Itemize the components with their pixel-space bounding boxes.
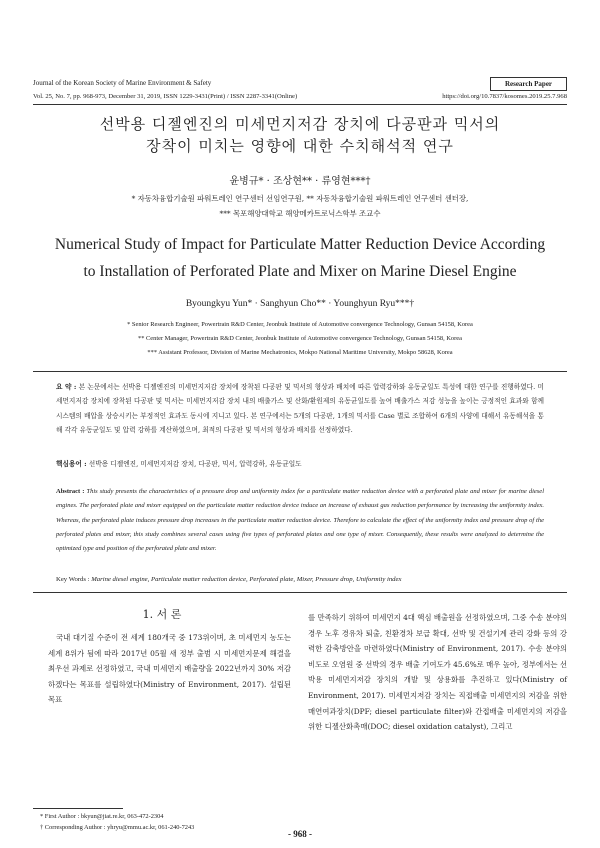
- english-keywords-label: Key Words :: [56, 576, 90, 583]
- english-authors: Byoungkyu Yun* · Sanghyun Cho** · Younghyun Ryu***†: [185, 299, 415, 309]
- korean-keywords-label: 핵심용어 :: [56, 460, 87, 468]
- volume-line: Vol. 25, No. 7, pp. 968-973, December 31, 2019, ISSN 1229-3431(Print) / ISSN 2287-3341(Online): [33, 93, 298, 100]
- introduction-heading: 1. 서 론: [142, 608, 182, 621]
- korean-abstract-label: 요 약 :: [56, 383, 77, 391]
- english-keywords-text: Marine diesel engine, Particulate matter reduction device, Perforated plate, Mixer, Pressure drop, Uniformity index: [91, 576, 402, 583]
- korean-affiliation-2: *** 목포해양대학교 해양메카트로닉스학부 조교수: [219, 209, 381, 218]
- first-author-footnote: * First Author : bkyun@jiat.re.kr, 063-472-2304: [40, 813, 164, 820]
- page-number: - 968 -: [288, 829, 312, 839]
- journal-name: Journal of the Korean Society of Marine Environment & Safety: [33, 79, 212, 87]
- english-title-line-2: to Installation of Perforated Plate and Mixer on Marine Diesel Engine: [83, 263, 517, 280]
- korean-abstract: [56, 380, 544, 438]
- english-abstract-text: This study presents the characteristics of a pressure drop and uniformity index for a particulate matter reduction device with a perforated plate and mixer for marine diesel engines. The perforated plate and mixer equipped on the particulate matter reduction device induce an increase of exhaust gas reduction performance by increasing the uniformity index. Whereas, the perforated plate induces pressure drop increases in the particulate matter reduction device. Therefore to calculate the effect of the uniformity index and pressure drop of the perforated plates and mixer, this study combines several cases using five types of perforated plates and one type of mixer. Consequently, these results were analyzed to determine the optimized type and position of the perforated plate and mixer.: [56, 488, 544, 553]
- english-abstract: [56, 485, 544, 556]
- abstract-bottom-rule: [33, 592, 567, 593]
- introduction-column-2: 를 만족하기 위하여 미세먼지 4대 핵심 배출원을 선정하였으며, 그중 수송 분야의 경우 노후 경유차 퇴출, 친환경차 보급 확대, 선박 및 건설기계 관리 강화 등의 강력한 감축방안을 마련하였다(Ministry of Environment, 2017). 수송 분야의 비도로 오염원 중 선박의 경우 배출 기여도가 45.6%로 매우 높아, 정부에서는 선박용 미세먼지저감 장치의 개발 및 상용화를 추진하고 있다(Ministry of Environment, 2017). 미세먼지저감 장치는 직접배출 미세먼지의 저감을 위한 매연여과장치(DPF; diesel particulate filter)와 간접배출 미세먼지의 저감을 위한 디젤산화촉매(DOC; diesel oxidation catalyst), 그리고: [308, 613, 568, 732]
- abstract-top-rule: [33, 371, 567, 372]
- korean-authors: 윤병규* · 조상현** · 류영현***†: [229, 176, 371, 187]
- english-abstract-label: Abstract :: [56, 488, 85, 495]
- footnote-rule: [33, 808, 123, 809]
- english-affiliation-1: * Senior Research Engineer, Powertrain R&D Center, Jeonbuk Institute of Automotive convergence Technology, Gunsan 54158, Korea: [127, 321, 473, 328]
- korean-keywords-text: 선박용 디젤엔진, 미세먼지저감 장치, 다공판, 믹서, 압력강하, 유동균일도: [88, 460, 302, 468]
- english-affiliation-2: ** Center Manager, Powertrain R&D Center, Jeonbuk Institute of Automotive convergence Technology, Gunsan 54158, Korea: [138, 335, 462, 342]
- korean-abstract-text: 본 논문에서는 선박용 디젤엔진의 미세먼지저감 장치에 장착된 다공판 및 믹서의 형상과 배치에 따른 압력강하와 유동균일도 특성에 대한 연구를 진행하였다. 미세먼지저감 장치에 장착된 다공판 및 믹서는 미세먼지저감 장치 내의 배출가스 및 산화/환원제의 유동균일도를 높여 배출가스 저감 성능을 높이는 긍정적인 효과와 함께 시스템의 배압을 상승시키는 부정적인 효과도 동시에 지니고 있다. 본 연구에서는 5개의 다공판, 1개의 믹서를 Case 별로 조합하여 6개의 사양에 대해서 유동해석을 통해 각각 유동균일도 및 압력 강하를 계산하였으며, 최적의 다공판 및 믹서의 형상과 배치를 선정하였다.: [56, 383, 544, 435]
- korean-keywords: [56, 458, 302, 468]
- korean-title-line-2: 장착이 미치는 영향에 대한 수치해석적 연구: [146, 137, 454, 155]
- header-rule: [33, 104, 567, 105]
- research-paper-badge: Research Paper: [490, 77, 567, 91]
- english-title-line-1: Numerical Study of Impact for Particulate Matter Reduction Device According: [54, 236, 546, 253]
- introduction-column-1: 국내 대기질 수준이 전 세계 180개국 중 173위이며, 초 미세먼지 농도는 세계 8위가 됨에 따라 2017년 05월 새 정부 출범 시 미세먼지문제 해결을 최우선 과제로 선정하였고, 국내 미세먼지 배출량을 2022년까지 30% 저감하겠다는 목표를 설립하였다(Ministry of Environment, 2017). 설립된 목표: [48, 633, 291, 705]
- doi-link[interactable]: https://doi.org/10.7837/kosomes.2019.25.7.968: [442, 93, 567, 100]
- english-keywords: [56, 576, 401, 583]
- english-affiliation-3: *** Assistant Professor, Division of Marine Mechatronics, Mokpo National Maritime University, Mokpo 58628, Korea: [147, 349, 453, 356]
- corresponding-author-footnote: † Corresponding Author : yhryu@mmu.ac.kr, 061-240-7243: [40, 824, 195, 831]
- korean-title-line-1: 선박용 디젤엔진의 미세먼지저감 장치에 다공판과 믹서의: [99, 115, 501, 133]
- korean-affiliation-1: * 자동차융합기술원 파워트레인 연구센터 선임연구원, ** 자동차융합기술원 파워트레인 연구센터 센터장,: [131, 194, 469, 203]
